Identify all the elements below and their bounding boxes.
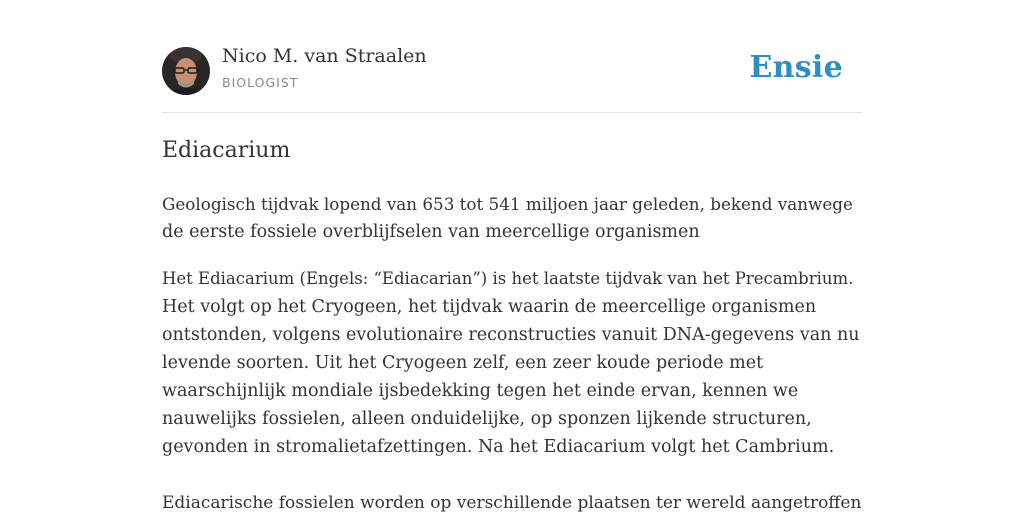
summary-line: de eerste fossiele overblijfselen van meercellige organismen: [162, 222, 700, 242]
body-line: waarschijnlijk mondiale ijsbedekking tegen het einde ervan, kennen we: [162, 381, 799, 401]
article-container: [162, 0, 862, 512]
author-portrait-icon: [162, 47, 210, 95]
article-body-paragraph: [162, 489, 862, 512]
body-line: Ediacarische fossielen worden op verschillende plaatsen ter wereld aangetroffen: [162, 493, 862, 512]
article-title: Ediacarium: [162, 138, 291, 163]
body-line: nauwelijks fossielen, alleen onduidelijke, op sponzen lijkende structuren,: [162, 409, 812, 429]
author-header: [162, 0, 862, 113]
author-name[interactable]: Nico M. van Straalen: [222, 45, 427, 67]
body-line: ontstonden, volgens evolutionaire reconstructies vanuit DNA-gegevens van nu: [162, 325, 860, 345]
body-line: levende soorten. Uit het Cryogeen zelf, een zeer koude periode met: [162, 353, 764, 373]
ensie-logo[interactable]: Ensie: [749, 50, 843, 85]
summary-line: Geologisch tijdvak lopend van 653 tot 541 miljoen jaar geleden, bekend vanwege: [162, 194, 853, 214]
body-line: Het volgt op het Cryogeen, het tijdvak waarin de meercellige organismen: [162, 297, 817, 317]
author-role: BIOLOGIST: [222, 75, 299, 90]
body-line: Het Ediacarium (Engels: “Ediacarian”) is het laatste tijdvak van het Precambrium.: [162, 269, 854, 288]
article-summary: [162, 190, 862, 246]
author-avatar[interactable]: [162, 47, 210, 95]
article-body-paragraph: [162, 265, 862, 461]
body-line: gevonden in stromalietafzettingen. Na het Ediacarium volgt het Cambrium.: [162, 437, 835, 457]
